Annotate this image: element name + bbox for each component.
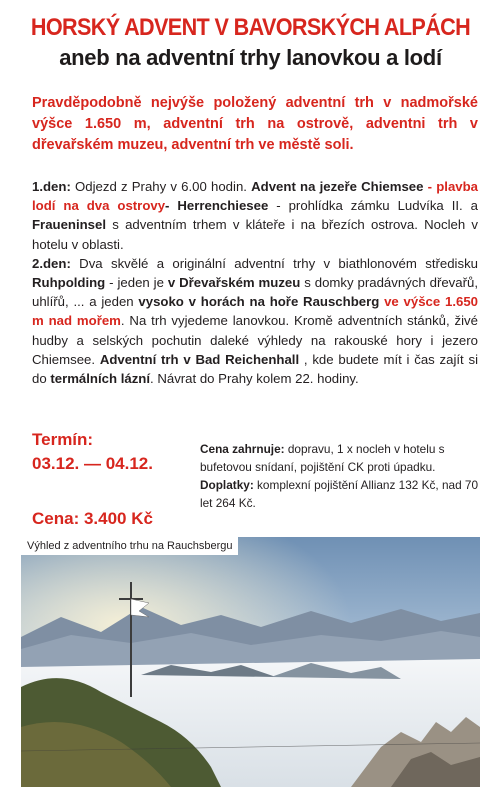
page-title: HORSKÝ ADVENT V BAVORSKÝCH ALPÁCH — [30, 14, 471, 41]
program — [32, 177, 478, 388]
day2-text-5: , kde budete mít i čas zajít si do — [32, 351, 479, 387]
term-label: Termín: — [32, 430, 94, 449]
extras-label: Doplatky: — [200, 478, 254, 492]
day1-fraueninsel: Fraueninsel — [32, 217, 107, 233]
mountain-illustration — [21, 537, 480, 787]
day2-rauschberg: vysoko v horách na hoře Rauschberg — [138, 294, 380, 310]
intro-text: Pravděpodobně nejvýše položený adventní trh v nadmořské výšce 1.650 m, adventní trh na ostrově, adventni trh v dřevařském muzeu, adventní trh ve městě soli. — [32, 95, 478, 153]
day2-reichenhall: Adventní trh v Bad Reichenhall — [99, 351, 300, 367]
day1-herrenchiesee: - Herrenchiesee — [165, 198, 269, 214]
day2-spa: termálních lázní — [50, 371, 151, 387]
day2-text-3: s domky pradávných dřevařů, uhlířů, ... a jeden — [32, 275, 478, 310]
mountain-photo — [21, 537, 480, 787]
day1-section — [32, 179, 478, 252]
day1-boat-trip: - plavba lodí na dva ostrovy — [32, 179, 478, 214]
day2-altitude: ve výšce 1.650 m nad mořem — [32, 294, 478, 329]
day2-text-6: . Návrat do Prahy kolem 22. hodiny. — [150, 371, 359, 387]
price-includes — [200, 440, 480, 512]
photo-caption: Výhled z adventního trhu na Rauchsbergu — [21, 537, 238, 555]
extras-text: komplexní pojištění Allianz 132 Kč, nad 70 let 264 Kč. — [200, 478, 479, 510]
day2-text-4: . Na trh vyjedeme lanovkou. Kromě adventních stánků, živé hudby a selských pochutin daleké výhledy na rakouské hory i jezero Chiemsee. — [32, 313, 478, 367]
day1-text-2: - prohlídka zámku Ludvíka II. a — [268, 198, 478, 214]
day1-text-3: s adventním trhem v kláteře i na březích ostrova. Nocleh v hotelu v oblasti. — [32, 217, 478, 252]
page-subtitle: aneb na adventní trhy lanovkou a lodí — [59, 45, 442, 70]
term-dates: 03.12. — 04.12. — [32, 454, 153, 473]
includes-label: Cena zahrnuje: — [200, 442, 285, 456]
day2-museum: v Dřevařském muzeu — [167, 275, 301, 291]
day2-section — [32, 256, 478, 386]
day2-text-1: Dva skvělé a originální adventní trhy v biathlonovém středisku — [70, 255, 478, 271]
day2-text-2: - jeden je — [105, 275, 168, 291]
day1-label: 1.den: — [32, 179, 71, 194]
price: Cena: 3.400 Kč — [32, 509, 153, 528]
day2-label: 2.den: — [32, 255, 71, 271]
day2-ruhpolding: Ruhpolding — [32, 275, 106, 291]
includes-text: dopravu, 1 x nocleh v hotelu s bufetovou snídaní, pojištění CK proti úpadku. — [200, 442, 445, 474]
day1-chiemsee: Advent na jezeře Chiemsee — [251, 179, 424, 194]
day1-text-1: Odjezd z Prahy v 6.00 hodin. — [70, 179, 252, 194]
